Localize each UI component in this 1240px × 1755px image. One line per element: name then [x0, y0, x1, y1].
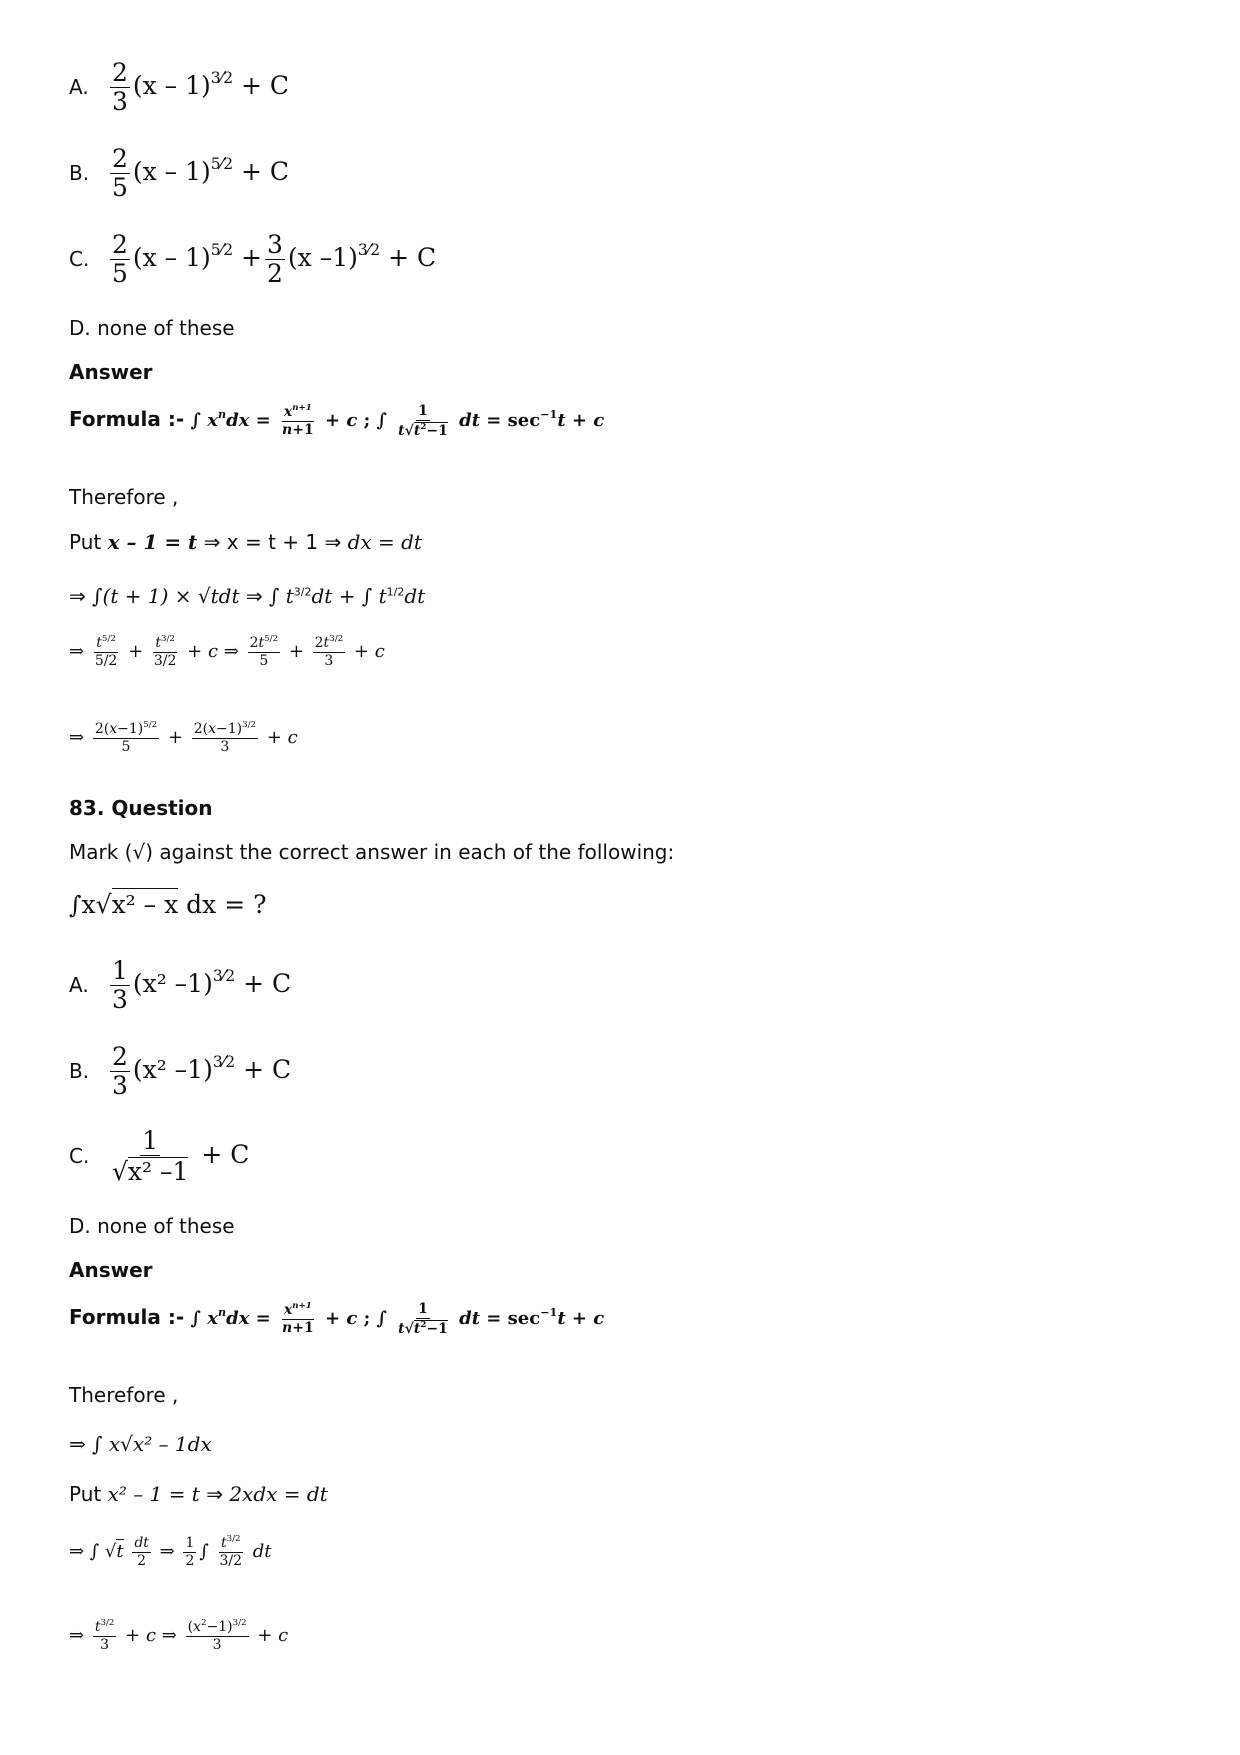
step-final-82: ⇒ $\frac{2(x-1)^{5/2}}{5}$ + $\frac{2(x-1)^{3/2}}{3}$ + c [69, 719, 298, 755]
step-integral-split: ⇒ ∫(t + 1) × √tdt ⇒ ∫ $t^{3/2}dt$ + ∫ $t^{1/2}dt$ [69, 584, 426, 608]
step-restate: ⇒ ∫ x√x² – 1dx [69, 1432, 212, 1456]
question-expression: ∫x√x² – x dx = ? [69, 890, 267, 919]
step-power-rule: ⇒ $\frac{t^{5/2}}{5/2}$ + $\frac{t^{3/2}}{3/2}$ + c ⇒ $\frac{2t^{5/2}}{5}$ + $\frac{2t^{3/2}}{3}$ + c [69, 633, 385, 669]
option-label: B. [69, 161, 90, 186]
option-label: C. [69, 1144, 90, 1169]
therefore-text: Therefore , [69, 485, 179, 509]
option-label: C. [69, 247, 90, 272]
fraction: $\frac{1}{\text{√x² –1}}$ [111, 1126, 189, 1187]
formula-expression: ∫ $x^ndx$ = $\frac{x^{n+1}}{n+1}$ + c ; ∫ $\frac{1}{t√t^2-1}$ dt = $\sec^{-1}t + c$ [190, 402, 605, 439]
formula-line [69, 404, 604, 438]
formula-label: Formula :- [69, 407, 185, 432]
coefficient: $\frac{1}{3}$ [111, 956, 128, 1015]
put-substitution: Put x² – 1 = t ⇒ 2xdx = dt [69, 1482, 328, 1506]
q83-option-d[interactable]: D. none of these [69, 1214, 235, 1238]
formula-line [69, 1302, 604, 1336]
coefficient: $\frac{3}{2}$ [266, 230, 283, 289]
answer-heading: Answer [69, 1258, 153, 1282]
question-heading: 83. Question [69, 796, 213, 820]
step-substituted: ⇒ ∫ √t $\frac{dt}{2}$ ⇒ $\frac{1}{2}$ ∫ $\frac{t^{3/2}}{3/2}$ dt [69, 1533, 272, 1569]
step-final-83: ⇒ $\frac{t^{3/2}}{3}$ + c ⇒ $\frac{(x^2-1)^{3/2}}{3}$ + c [69, 1617, 289, 1653]
coefficient: $\frac{2}{5}$ [111, 144, 128, 203]
option-label: A. [69, 75, 89, 100]
coefficient: $\frac{2}{3}$ [111, 1042, 128, 1101]
q82-option-d[interactable]: D. none of these [69, 316, 235, 340]
put-substitution: Put x – 1 = t ⇒ x = t + 1 ⇒ dx = dt [69, 530, 422, 554]
q83-option-c[interactable]: C. $\frac{1}{\text{√x² –1}}$ + C [69, 1126, 250, 1187]
answer-heading: Answer [69, 360, 153, 384]
q82-option-a[interactable]: A. $\frac{2}{3}$ (x – 1)$^{3⁄2}$ + C [69, 58, 290, 117]
option-label: A. [69, 973, 89, 998]
formula-expression: ∫ $x^ndx$ = $\frac{x^{n+1}}{n+1}$ + c ; ∫ $\frac{1}{t√t^2-1}$ dt = $\sec^{-1}t + c$ [190, 1300, 605, 1337]
question-instruction: Mark (√) against the correct answer in each of the following: [69, 840, 675, 864]
formula-label: Formula :- [69, 1305, 185, 1330]
q83-option-a[interactable]: A. $\frac{1}{3}$ (x² –1)$^{3⁄2}$ + C [69, 956, 292, 1015]
therefore-text: Therefore , [69, 1383, 179, 1407]
q82-option-b[interactable]: B. $\frac{2}{5}$ (x – 1)$^{5⁄2}$ + C [69, 144, 290, 203]
coefficient: $\frac{2}{3}$ [111, 58, 128, 117]
q82-option-c[interactable]: C. $\frac{2}{5}$ (x – 1)$^{5⁄2}$ + $\frac{3}{2}$ (x –1)$^{3⁄2}$ + C [69, 230, 437, 289]
coefficient: $\frac{2}{5}$ [111, 230, 128, 289]
option-label: B. [69, 1059, 90, 1084]
q83-option-b[interactable]: B. $\frac{2}{3}$ (x² –1)$^{3⁄2}$ + C [69, 1042, 292, 1101]
